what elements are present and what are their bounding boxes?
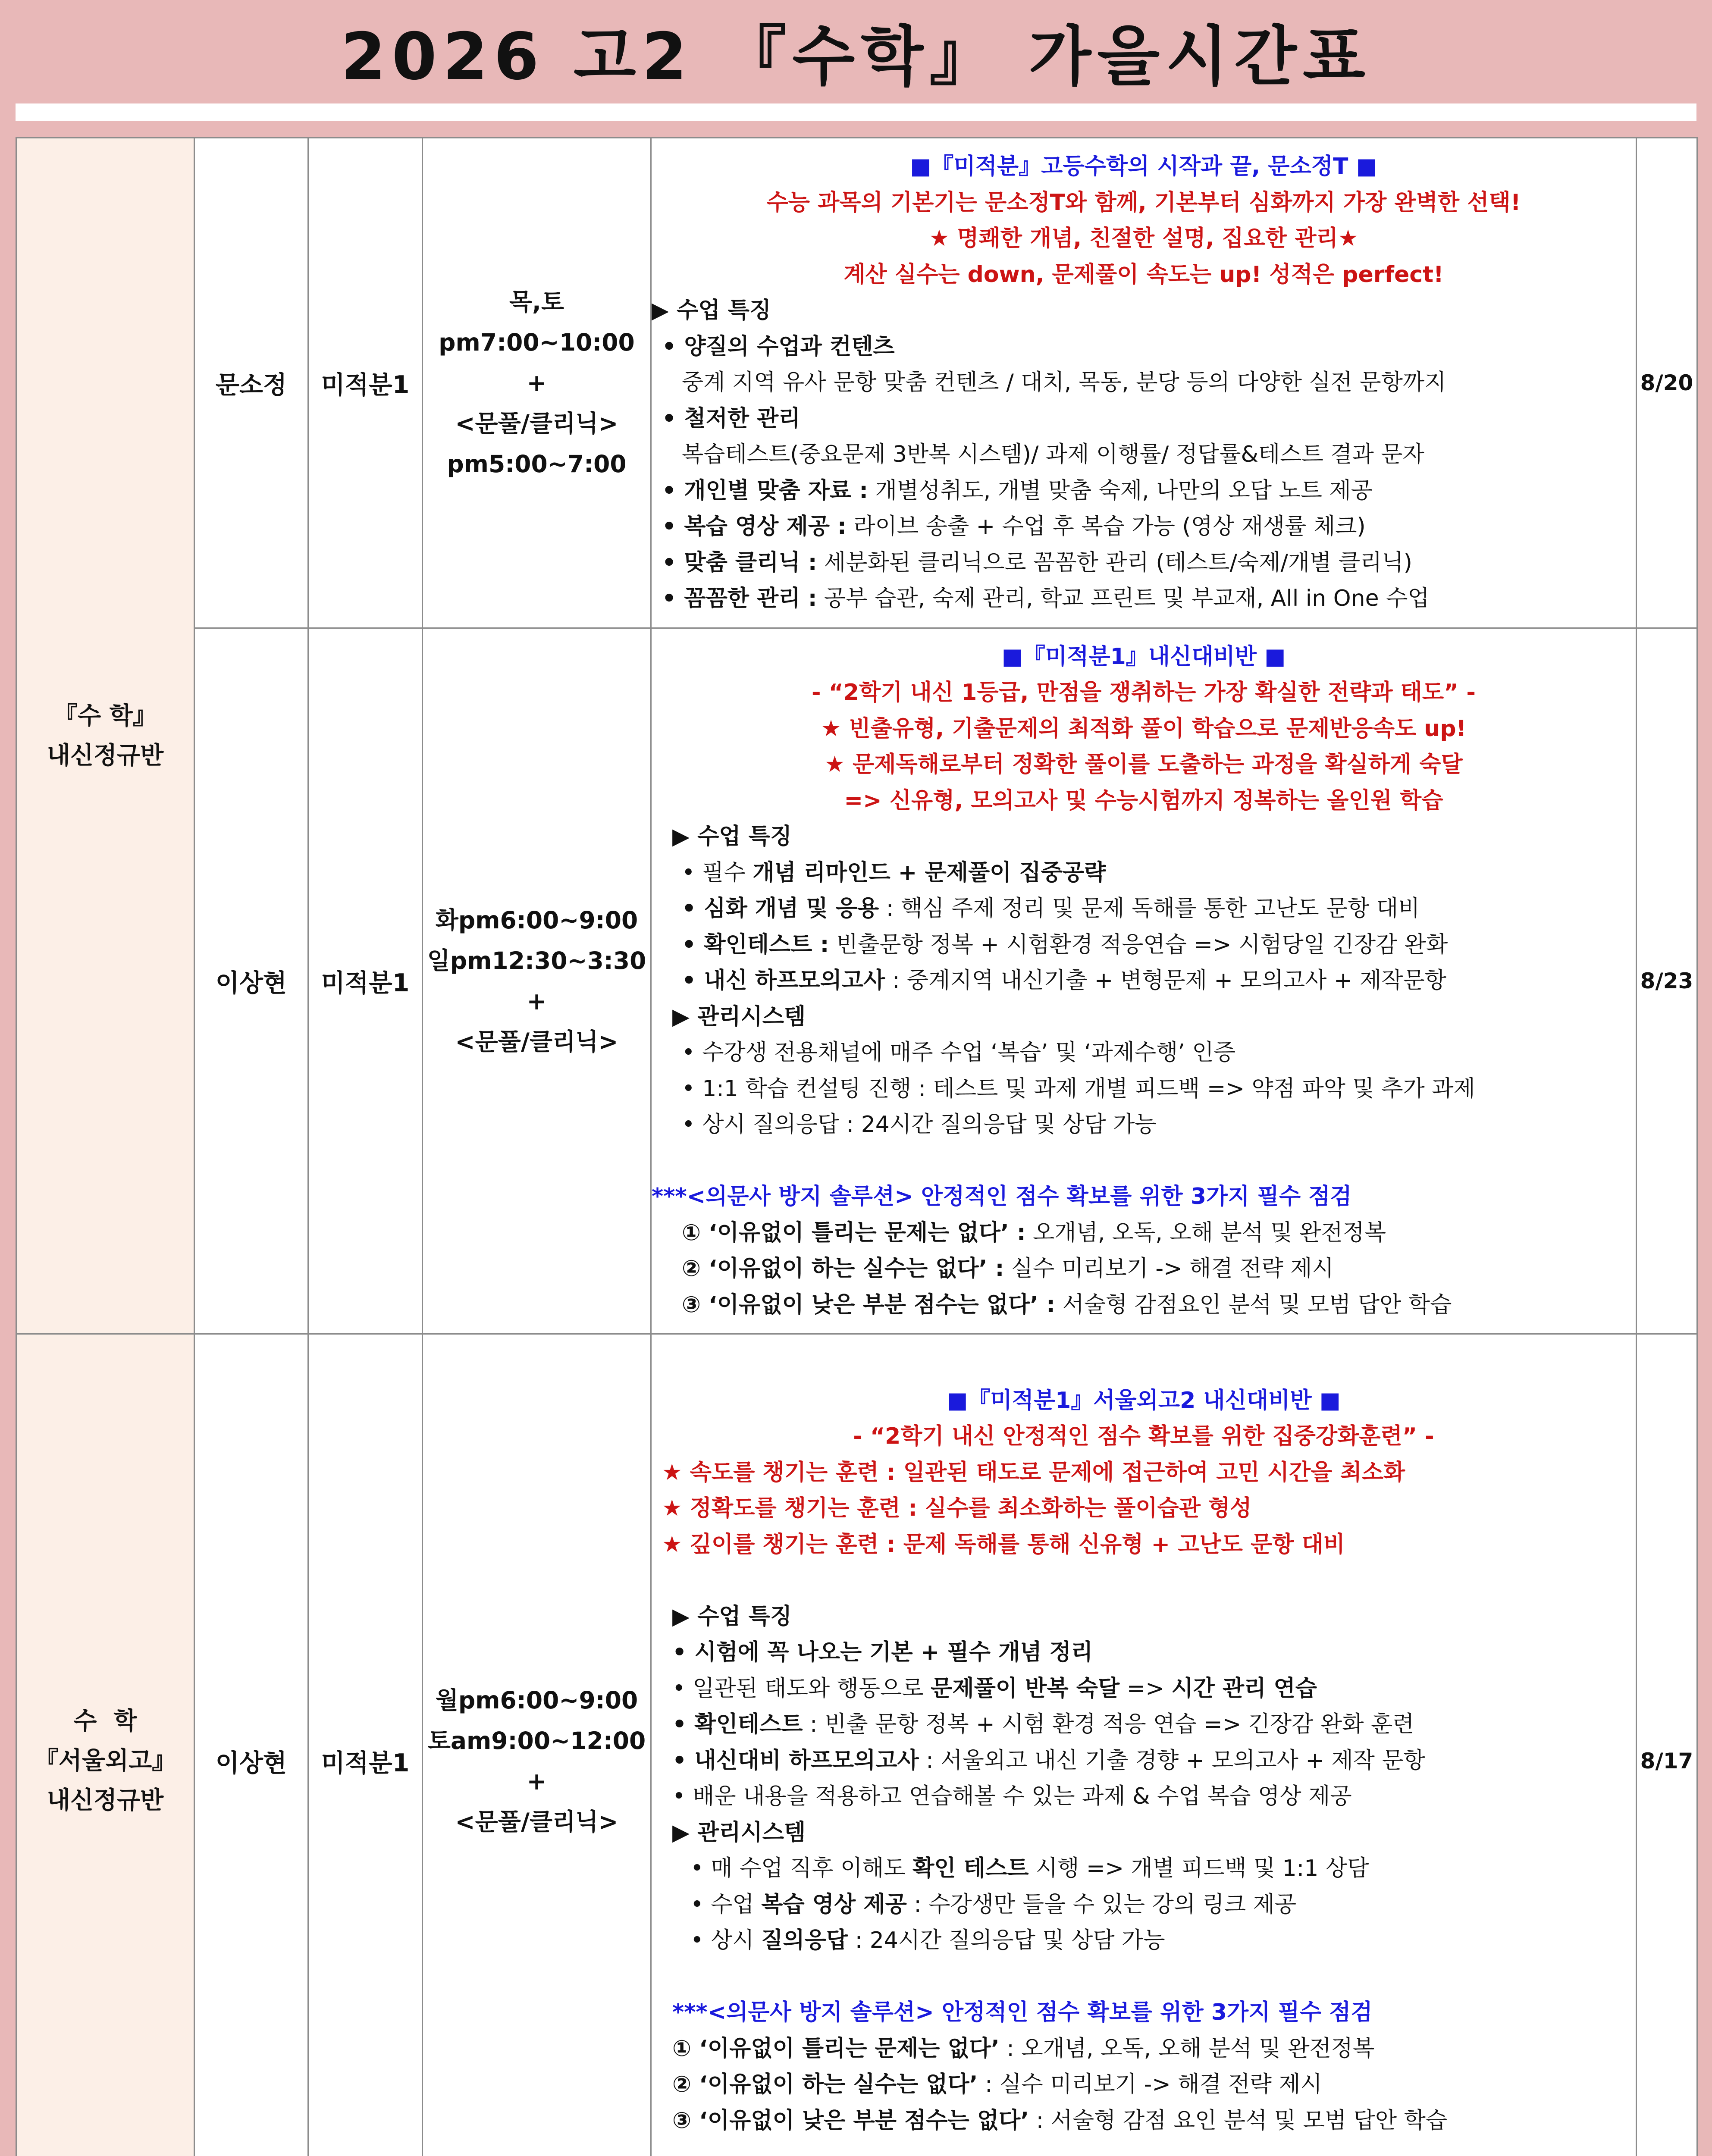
feature-detail: 복습테스트(중요문제 3반복 시스템)/ 과제 이행률/ 정답률&테스트 결과 문자 bbox=[682, 442, 1424, 468]
category-label: 『수 학』 bbox=[53, 702, 157, 730]
management-heading: ▶ 관리시스템 bbox=[672, 1819, 806, 1846]
highlight-line: 계산 실수는 down, 문제풀이 속도는 up! 성적은 perfect! bbox=[843, 261, 1444, 288]
feature-item-label: • 개인별 맞춤 자료 : bbox=[662, 477, 869, 504]
management-item-text: • 상시 bbox=[690, 1927, 762, 1954]
management-item-text: • 수업 bbox=[690, 1891, 762, 1918]
description-cell bbox=[651, 628, 1637, 1334]
feature-item bbox=[652, 545, 1636, 581]
start-date-cell: 8/17 bbox=[1637, 1334, 1697, 2156]
start-date-cell: 8/23 bbox=[1637, 628, 1697, 1334]
page-title: 2026 고2 『수학』 가을시간표 bbox=[341, 19, 1371, 94]
management-item-text: : 24시간 질의응답 및 상담 가능 bbox=[848, 1927, 1165, 1954]
management-item: • 1:1 학습 컨설팅 진행 : 테스트 및 과제 개별 피드백 => 약점 파악 및 추가 과제 bbox=[682, 1075, 1475, 1102]
solution-item bbox=[652, 1287, 1636, 1323]
feature-detail: 중계 지역 유사 문항 맞춤 컨텐츠 / 대치, 목동, 분당 등의 다양한 실전 문항까지 bbox=[682, 370, 1446, 396]
time-line: <문풀/클리닉> bbox=[455, 1808, 618, 1836]
time-line: + bbox=[527, 987, 547, 1015]
highlight-line: - “2학기 내신 1등급, 만점을 쟁취하는 가장 확실한 전략과 태도” - bbox=[811, 680, 1476, 706]
title-bar bbox=[0, 0, 1712, 101]
feature-item: • 시험에 꼭 나오는 기본 + 필수 개념 정리 bbox=[672, 1639, 1093, 1666]
feature-item-text: • 필수 bbox=[682, 859, 753, 886]
feature-item bbox=[652, 963, 1636, 999]
management-item-text: 시행 => 개별 피드백 및 1:1 상담 bbox=[1028, 1855, 1369, 1882]
time-line: + bbox=[527, 1767, 547, 1795]
class-header: ■『미적분1』서울외고2 내신대비반 ■ bbox=[947, 1387, 1341, 1413]
solution-item-label: ① ‘이유없이 틀리는 문제는 없다’ : bbox=[682, 1219, 1026, 1246]
feature-item bbox=[652, 927, 1636, 963]
teacher-cell: 이상현 bbox=[194, 628, 308, 1334]
feature-item-text: : 중계지역 내신기출 + 변형문제 + 모의고사 + 제작문항 bbox=[885, 968, 1446, 994]
category-label: 『서울외고』 bbox=[34, 1746, 176, 1775]
solution-item-text: : 실수 미리보기 -> 해결 전략 제시 bbox=[978, 2071, 1322, 2098]
management-heading: ▶ 관리시스템 bbox=[672, 1003, 806, 1030]
feature-item-label: • 심화 개념 및 응용 bbox=[682, 896, 879, 922]
time-cell bbox=[423, 628, 651, 1334]
management-item-label: 확인 테스트 bbox=[912, 1855, 1029, 1882]
category-cell bbox=[16, 138, 194, 1334]
description-cell bbox=[651, 1334, 1637, 2156]
feature-item-text: 세분화된 클리닉으로 꼼꼼한 관리 (테스트/숙제/개별 클리닉) bbox=[817, 549, 1412, 576]
feature-item-label: • 내신대비 하프모의고사 bbox=[672, 1747, 919, 1774]
feature-item-label: • 내신 하프모의고사 bbox=[682, 968, 885, 994]
time-line: + bbox=[527, 369, 547, 397]
feature-item bbox=[652, 891, 1636, 927]
highlight-line: => 신유형, 모의고사 및 수능시험까지 정복하는 올인원 학습 bbox=[844, 787, 1443, 814]
solution-item-text: : 서술형 감점 요인 분석 및 모범 답안 학습 bbox=[1029, 2107, 1448, 2134]
solution-item bbox=[652, 2067, 1636, 2103]
feature-heading: ▶ 수업 특징 bbox=[672, 824, 792, 850]
management-item-label: 복습 영상 제공 bbox=[761, 1891, 907, 1918]
solution-item-text: : 오개념, 오독, 오해 분석 및 완전정복 bbox=[999, 2035, 1375, 2062]
feature-item-text: : 빈출 문항 정복 + 시험 환경 적응 연습 => 긴장감 완화 훈련 bbox=[803, 1711, 1414, 1738]
class-header: ■『미적분1』내신대비반 ■ bbox=[1001, 643, 1286, 670]
feature-item bbox=[652, 855, 1636, 891]
management-item-label: 질의응답 bbox=[761, 1927, 848, 1954]
feature-item-label: • 복습 영상 제공 : bbox=[662, 514, 847, 540]
feature-item bbox=[652, 473, 1636, 509]
time-cell bbox=[423, 138, 651, 628]
feature-item-label: • 맞춤 클리닉 : bbox=[662, 549, 817, 576]
highlight-line: ★ 깊이를 챙기는 훈련 : 문제 독해를 통해 신유형 + 고난도 문항 대비 bbox=[662, 1531, 1345, 1557]
highlight-line: ★ 정확도를 챙기는 훈련 : 실수를 최소화하는 풀이습관 형성 bbox=[662, 1495, 1252, 1522]
management-item bbox=[652, 1923, 1636, 1959]
solution-item-label: ① ‘이유없이 틀리는 문제는 없다’ bbox=[672, 2035, 1000, 2062]
category-label: 내신정규반 bbox=[47, 741, 164, 770]
solution-item-label: ② ‘이유없이 하는 실수는 없다’ bbox=[672, 2071, 978, 2098]
highlight-line: ★ 문제독해로부터 정확한 풀이를 도출하는 과정을 확실하게 숙달 bbox=[825, 752, 1463, 778]
category-label: 수 학 bbox=[73, 1707, 137, 1735]
spacer bbox=[652, 1563, 1636, 1599]
time-line: 화pm6:00~9:00 bbox=[435, 906, 638, 934]
feature-item: • 배운 내용을 적용하고 연습해볼 수 있는 과제 & 수업 복습 영상 제공 bbox=[672, 1783, 1352, 1810]
solution-item-text: 실수 미리보기 -> 해결 전략 제시 bbox=[1004, 1256, 1334, 1282]
time-line: 목,토 bbox=[509, 288, 564, 316]
management-item: • 상시 질의응답 : 24시간 질의응답 및 상담 가능 bbox=[682, 1112, 1157, 1138]
feature-item-text: 빈출문항 정복 + 시험환경 적응연습 => 시험당일 긴장감 완화 bbox=[829, 931, 1448, 958]
feature-item-text: => bbox=[1119, 1675, 1172, 1702]
highlight-line: - “2학기 내신 안정적인 점수 확보를 위한 집중강화훈련” - bbox=[853, 1423, 1434, 1450]
management-item: • 수강생 전용채널에 매주 수업 ‘복습’ 및 ‘과제수행’ 인증 bbox=[682, 1040, 1235, 1066]
timetable bbox=[16, 137, 1698, 2156]
feature-item bbox=[652, 1743, 1636, 1779]
highlight-line: ★ 빈출유형, 기출문제의 최적화 풀이 학습으로 문제반응속도 up! bbox=[821, 715, 1467, 742]
solution-item bbox=[652, 1215, 1636, 1251]
feature-item-text: 라이브 송출 + 수업 후 복습 가능 (영상 재생률 체크) bbox=[846, 514, 1366, 540]
feature-item: • 철저한 관리 bbox=[662, 405, 800, 432]
table-row bbox=[16, 628, 1697, 1334]
time-line: 월pm6:00~9:00 bbox=[435, 1686, 638, 1714]
management-item bbox=[652, 1851, 1636, 1887]
time-line: <문풀/클리닉> bbox=[455, 1028, 618, 1056]
feature-item-label: 시간 관리 연습 bbox=[1171, 1675, 1317, 1702]
timetable-sheet bbox=[16, 137, 1696, 2156]
feature-item-label: 개념 리마인드 + 문제풀이 집중공략 bbox=[753, 859, 1106, 886]
course-cell: 미적분1 bbox=[308, 1334, 423, 2156]
management-item-text: : 수강생만 들을 수 있는 강의 링크 제공 bbox=[906, 1891, 1297, 1918]
solution-item bbox=[652, 2103, 1636, 2139]
solution-item-text: 서술형 감점요인 분석 및 모범 답안 학습 bbox=[1055, 1291, 1452, 1318]
category-label: 내신정규반 bbox=[47, 1786, 164, 1814]
feature-heading: ▶ 수업 특징 bbox=[652, 298, 771, 324]
solution-item-label: ③ ‘이유없이 낮은 부분 점수는 없다’ : bbox=[682, 1291, 1055, 1318]
feature-item: • 양질의 수업과 컨텐츠 bbox=[662, 333, 895, 360]
spacer bbox=[652, 1959, 1636, 1995]
feature-item-label: • 확인테스트 : bbox=[682, 931, 829, 958]
feature-item bbox=[652, 1671, 1636, 1707]
description-cell bbox=[651, 138, 1637, 628]
time-line: 일pm12:30~3:30 bbox=[427, 947, 646, 975]
feature-item-label: 문제풀이 반복 숙달 bbox=[931, 1675, 1120, 1702]
course-cell: 미적분1 bbox=[308, 628, 423, 1334]
feature-item-label: • 확인테스트 bbox=[672, 1711, 803, 1738]
time-line: 토am9:00~12:00 bbox=[427, 1727, 646, 1755]
table-row bbox=[16, 1334, 1697, 2156]
highlight-line: 수능 과목의 기본기는 문소정T와 함께, 기본부터 심화까지 가장 완벽한 선택! bbox=[766, 189, 1521, 216]
table-row bbox=[16, 138, 1697, 628]
solution-item-text: 오개념, 오독, 오해 분석 및 완전정복 bbox=[1025, 1219, 1386, 1246]
feature-item-text: 공부 습관, 숙제 관리, 학교 프린트 및 부교재, All in One 수업 bbox=[817, 586, 1430, 612]
feature-item-text: : 핵심 주제 정리 및 문제 독해를 통한 고난도 문항 대비 bbox=[879, 896, 1420, 922]
feature-item bbox=[652, 509, 1636, 545]
time-line: pm7:00~10:00 bbox=[439, 329, 635, 356]
class-header: ■『미적분』고등수학의 시작과 끝, 문소정T ■ bbox=[910, 154, 1377, 180]
feature-item-text: : 서울외고 내신 기출 경향 + 모의고사 + 제작 문항 bbox=[919, 1747, 1425, 1774]
teacher-cell: 문소정 bbox=[194, 138, 308, 628]
time-line: pm5:00~7:00 bbox=[447, 450, 627, 478]
solution-heading: ***<의문사 방지 솔루션> 안정적인 점수 확보를 위한 3가지 필수 점검 bbox=[672, 1999, 1373, 2026]
feature-item-text: • 일관된 태도와 행동으로 bbox=[672, 1675, 931, 1702]
management-item-text: • 매 수업 직후 이해도 bbox=[690, 1855, 913, 1882]
solution-item-label: ② ‘이유없이 하는 실수는 없다’ : bbox=[682, 1256, 1004, 1282]
solution-item bbox=[652, 2031, 1636, 2067]
solution-item bbox=[652, 1251, 1636, 1287]
time-line: <문풀/클리닉> bbox=[455, 410, 618, 437]
highlight-line: ★ 속도를 챙기는 훈련 : 일관된 태도로 문제에 접근하여 고민 시간을 최소화 bbox=[662, 1459, 1405, 1485]
title-underline bbox=[16, 103, 1696, 121]
teacher-cell: 이상현 bbox=[194, 1334, 308, 2156]
start-date-cell: 8/20 bbox=[1637, 138, 1697, 628]
feature-item-label: • 꼼꼼한 관리 : bbox=[662, 586, 817, 612]
spacer bbox=[652, 1143, 1636, 1179]
time-cell bbox=[423, 1334, 651, 2156]
highlight-line: ★ 명쾌한 개념, 친절한 설명, 집요한 관리★ bbox=[929, 226, 1358, 252]
category-cell bbox=[16, 1334, 194, 2156]
management-item bbox=[652, 1887, 1636, 1923]
feature-item bbox=[652, 581, 1636, 617]
feature-item-text: 개별성취도, 개별 맞춤 숙제, 나만의 오답 노트 제공 bbox=[868, 477, 1373, 504]
solution-heading: ***<의문사 방지 솔루션> 안정적인 점수 확보를 위한 3가지 필수 점검 bbox=[652, 1184, 1352, 1210]
course-cell: 미적분1 bbox=[308, 138, 423, 628]
solution-item-label: ③ ‘이유없이 낮은 부분 점수는 없다’ bbox=[672, 2107, 1029, 2134]
feature-item bbox=[652, 1707, 1636, 1743]
feature-heading: ▶ 수업 특징 bbox=[672, 1603, 792, 1630]
